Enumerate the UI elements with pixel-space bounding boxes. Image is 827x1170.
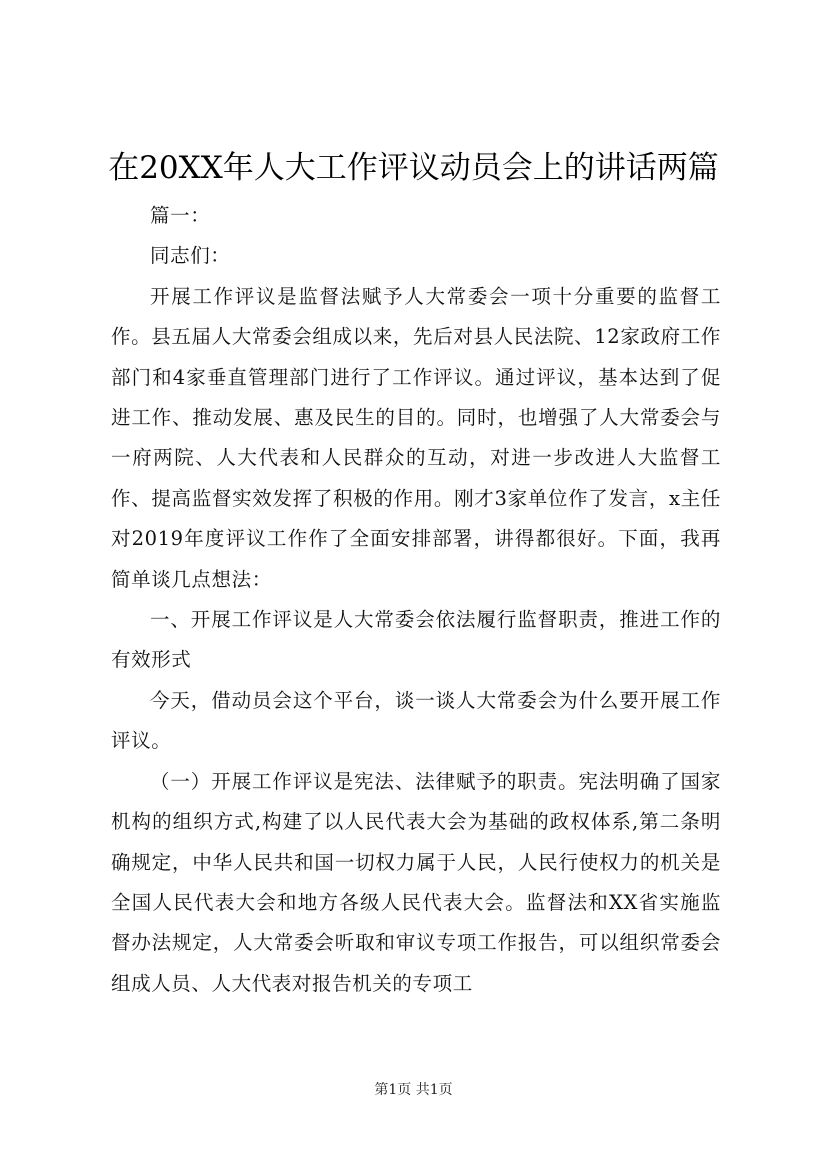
page-footer: 第1页 共1页 bbox=[374, 1082, 453, 1098]
body-paragraph: （一）开展工作评议是宪法、法律赋予的职责。宪法明确了国家机构的组织方式,构建了以人民代表大会为基础的政权体系,第二条明确规定，中华人民共和国一切权力属于人民，人民行使权力的机关是全国人民代表大会和地方各级人民代表大会。监督法和XX省实施监督办法规定，人大常委会听取和审议专项工作报告，可以组织常委会组成人员、人大代表对报告机关的专项工 bbox=[111, 769, 721, 995]
body-paragraph: 今天，借动员会这个平台，谈一谈人大常委会为什么要开展工作评议。 bbox=[111, 688, 721, 753]
section-heading: 一、开展工作评议是人大常委会依法履行监督职责，推进工作的有效形式 bbox=[111, 608, 721, 672]
document-body bbox=[111, 196, 721, 1004]
section-label: 篇一： bbox=[150, 204, 211, 227]
salutation: 同志们： bbox=[150, 244, 231, 268]
body-paragraph: 开展工作评议是监督法赋予人大常委会一项十分重要的监督工作。县五届人大常委会组成以来，先后对县人民法院、12家政府工作部门和4家垂直管理部门进行了工作评议。通过评议，基本达到了促进工作、推动发展、惠及民生的目的。同时，也增强了人大常委会与一府两院、人大代表和人民群众的互动，对进一步改进人大监督工作、提高监督实效发挥了积极的作用。刚才3家单位作了发言，x主任对2019年度评议工作作了全面安排部署，讲得都很好。下面，我再简单谈几点想法： bbox=[111, 284, 721, 591]
document-title: 在20XX年人大工作评议动员会上的讲话两篇 bbox=[108, 150, 719, 186]
